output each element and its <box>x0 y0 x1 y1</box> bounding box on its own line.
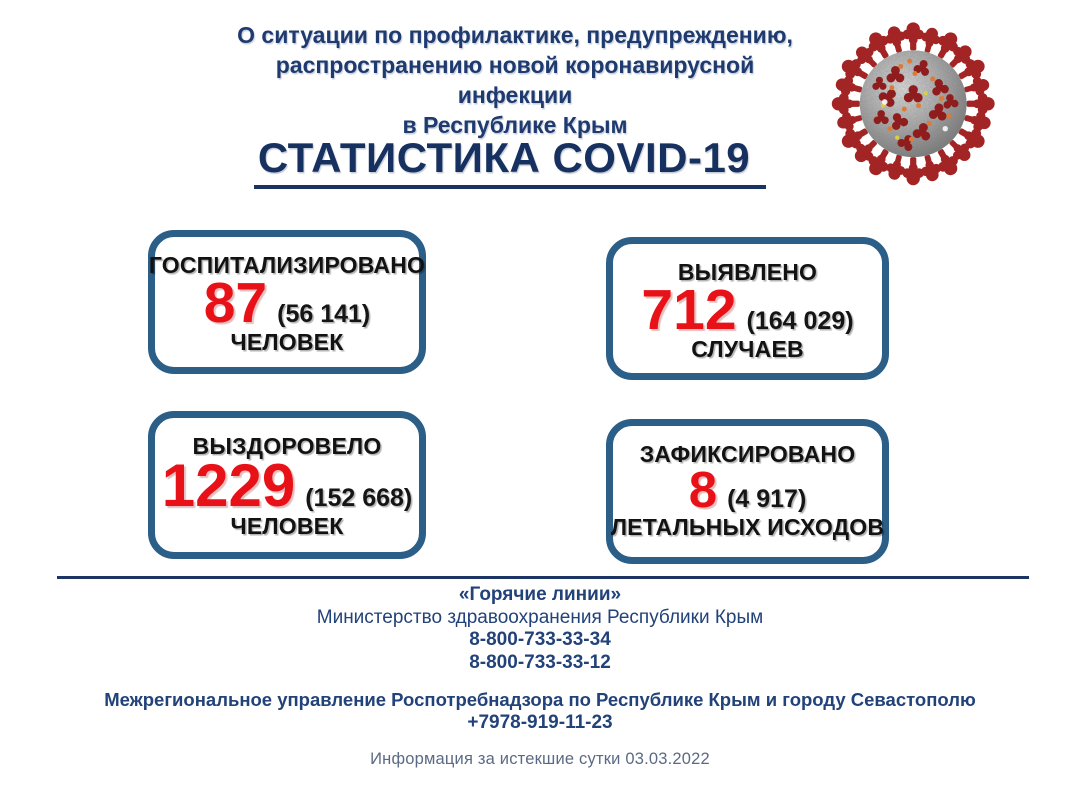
stat-label: ВЫЗДОРОВЕЛО <box>192 433 382 459</box>
info-date-line: Информация за истекшие сутки 03.03.2022 <box>370 750 710 768</box>
stat-value-row <box>203 271 371 335</box>
stat-total: (152 668) <box>305 484 413 512</box>
stat-label: ВЫЯВЛЕНО <box>677 259 818 285</box>
stat-label: ЗАФИКСИРОВАНО <box>639 441 856 467</box>
stat-card-recovered <box>148 411 426 559</box>
stat-value: 712 <box>641 278 737 342</box>
stat-value: 8 <box>688 461 718 518</box>
header-line-2: распространению новой коронавирусной инфекции <box>275 52 755 108</box>
stat-unit: ЛЕТАЛЬНЫХ ИСХОДОВ <box>610 514 885 540</box>
header-line-1: О ситуации по профилактике, предупреждению, <box>237 22 793 48</box>
contacts-block <box>0 584 1080 771</box>
stat-label: ГОСПИТАЛИЗИРОВАНО <box>148 252 426 278</box>
stat-card-hospitalized <box>148 230 426 374</box>
title-block <box>0 134 1020 189</box>
stat-unit: ЧЕЛОВЕК <box>230 513 344 539</box>
ministry-phone-1: 8-800-733-33-34 <box>469 629 611 650</box>
hotlines-title: «Горячие линии» <box>458 584 622 605</box>
rospotrebnadzor-name: Межрегиональное управление Роспотребнадзора по Республике Крым и городу Севастополю <box>104 689 976 710</box>
divider-line <box>57 576 1029 579</box>
stat-value-row <box>641 278 854 342</box>
page-title: СТАТИСТИКА COVID-19 <box>254 134 766 189</box>
rospotrebnadzor-phone: +7978-919-11-23 <box>467 711 613 733</box>
header-block <box>225 20 805 140</box>
stat-unit: ЧЕЛОВЕК <box>230 329 344 355</box>
stat-unit: СЛУЧАЕВ <box>691 336 804 362</box>
stat-value-row <box>161 452 413 519</box>
stat-value: 87 <box>203 271 268 335</box>
ministry-name: Министерство здравоохранения Республики Крым <box>316 606 764 628</box>
stat-total: (56 141) <box>277 300 371 328</box>
header-line-3: в Республике Крым <box>402 112 628 138</box>
stat-value-row <box>688 461 807 518</box>
ministry-phone-2: 8-800-733-33-12 <box>469 651 611 673</box>
stat-total: (164 029) <box>746 307 854 335</box>
stat-value: 1229 <box>161 452 296 519</box>
stat-card-deaths <box>606 419 889 564</box>
stat-total: (4 917) <box>727 485 807 513</box>
stat-card-detected <box>606 237 889 380</box>
